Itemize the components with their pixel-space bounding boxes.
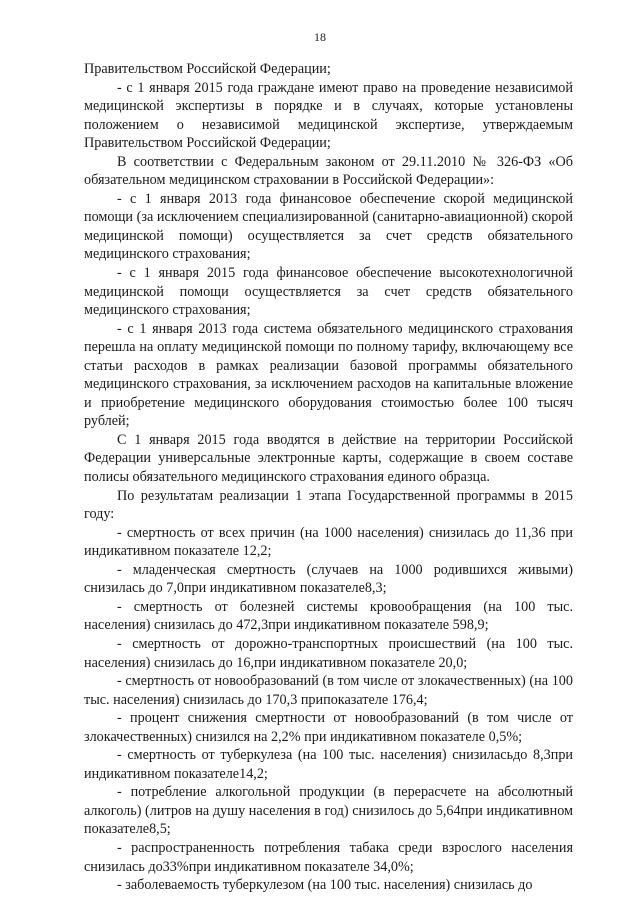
paragraph: - с 1 января 2013 года финансовое обеспечение скорой медицинской помощи (за исключением специализированной (санитарно-авиационной) скорой медицинской помощи) осуществляется за счет средств обязательного медицинского страхования; (84, 190, 573, 263)
paragraph: - смертность от туберкулеза (на 100 тыс. населения) снизиласьдо 8,3при индикативном показателе14,2; (84, 747, 573, 782)
paragraph: - распространенность потребления табака среди взрослого населения снизилась до33%при индикативном показателе 34,0%; (84, 839, 573, 875)
paragraph: - потребление алкогольной продукции (в перерасчете на абсолютный алкоголь) (литров на душу населения в год) снизилось до 5,64при индикативном показателе8,5; (84, 784, 573, 838)
paragraph: - с 1 января 2013 года система обязательного медицинского страхования перешла на оплату медицинской помощи по полному тарифу, включающему все статьи расходов в рамках реализации базовой программы обязательного медицинского страхования, за исключением расходов на капитальные вложение и приобретение медицинского оборудования стоимостью более 100 тысяч рублей; (84, 320, 573, 430)
paragraph: Правительством Российской Федерации; (84, 61, 331, 77)
page-number: 18 (314, 30, 326, 44)
paragraph: - с 1 января 2015 года граждане имеют право на проведение независимой медицинской экспертизы в порядке и в случаях, которые установлены положением о независимой медицинской экспертизе, утверждаемым Правительством Российской Федерации; (84, 79, 573, 152)
paragraph: По результатам реализации 1 этапа Государственной программы в 2015 году: (84, 487, 573, 523)
paragraph: С 1 января 2015 года вводятся в действие на территории Российской Федерации универсальные электронные карты, содержащие в своем составе полисы обязательного медицинского страхования единого образца. (84, 431, 573, 486)
paragraph: - младенческая смертность (случаев на 1000 родившихся живыми) снизилась до 7,0при индикативном показателе8,3; (84, 561, 573, 597)
paragraph: - процент снижения смертности от новообразований (в том числе от злокачественных) снизился на 2,2% при индикативном показателе 0,5%; (84, 710, 573, 745)
body-text (84, 60, 573, 895)
paragraph: В соответствии с Федеральным законом от 29.11.2010 № 326-ФЗ «Об обязательном медицинском страховании в Российской Федерации»: (84, 153, 573, 189)
paragraph: - смертность от новообразований (в том числе от злокачественных) (на 100 тыс. населения) снизилась до 170,3 припоказателе 176,4; (84, 673, 573, 708)
paragraph: - заболеваемость туберкулезом (на 100 тыс. населения) снизилась до (117, 877, 533, 894)
paragraph: - смертность от дорожно-транспортных происшествий (на 100 тыс. населения) снизилась до 16,при индикативном показателе 20,0; (84, 635, 573, 671)
paragraph: - с 1 января 2015 года финансовое обеспечение высокотехнологичной медицинской помощи осуществляется за счет средств обязательного медицинского страхования; (84, 265, 573, 319)
paragraph: - смертность от болезней системы кровообращения (на 100 тыс. населения) снизилась до 472,3при индикативном показателе 598,9; (84, 598, 573, 634)
paragraph: - смертность от всех причин (на 1000 населения) снизилась до 11,36 при индикативном показателе 12,2; (84, 524, 573, 560)
